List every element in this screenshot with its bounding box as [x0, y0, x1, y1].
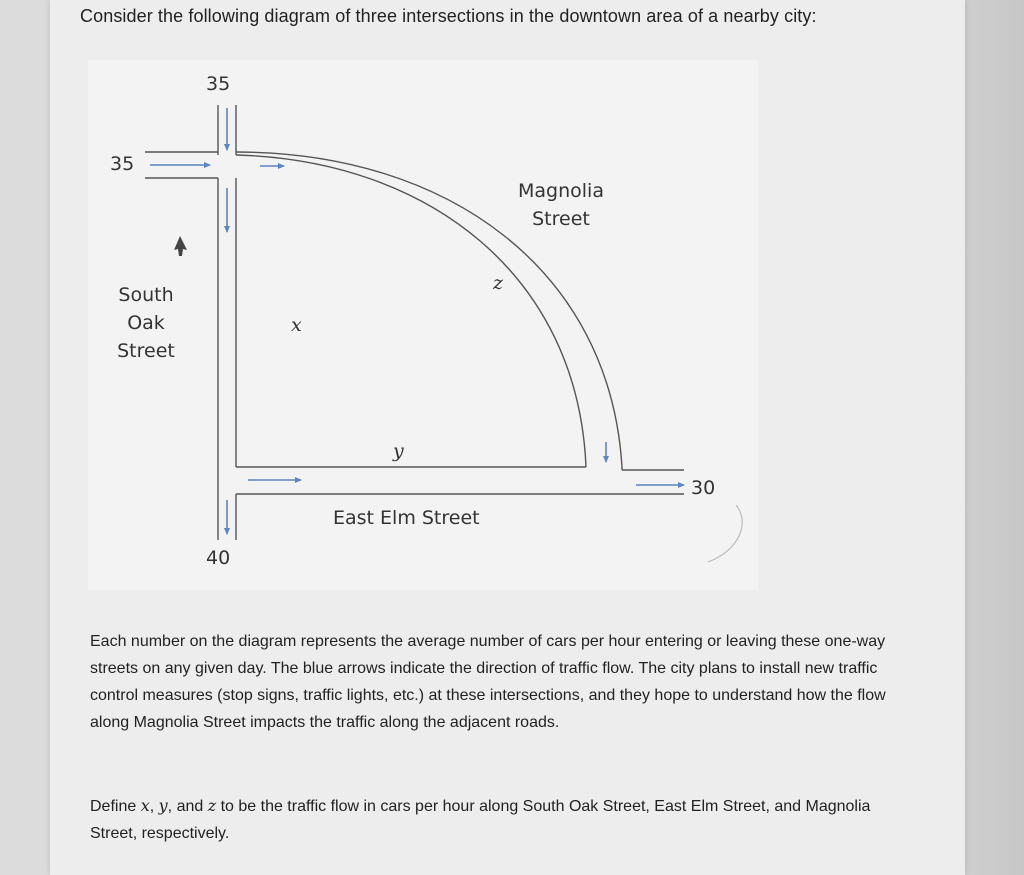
east-elm-street-label: East Elm Street	[333, 507, 480, 529]
mouse-cursor-icon	[174, 236, 187, 256]
east-out-value: 30	[691, 477, 716, 499]
def-z: z	[207, 796, 217, 815]
south-out-value: 40	[206, 547, 231, 569]
decorative-curve	[708, 505, 742, 562]
intro-text: Consider the following diagram of three intersections in the downtown area of a nearby city:	[80, 6, 817, 26]
variable-z: z	[493, 272, 504, 294]
flow-arrows	[150, 108, 684, 534]
south-oak-street-label: South Oak Street	[117, 284, 175, 362]
magnolia-street-label: Magnolia Street	[518, 180, 604, 230]
variable-y: y	[393, 440, 404, 462]
def-x: x	[140, 796, 150, 815]
road-lines	[145, 105, 742, 562]
document-page	[50, 0, 965, 875]
background-edge	[965, 0, 1024, 875]
def-y: y	[158, 796, 168, 815]
traffic-diagram	[88, 60, 758, 590]
west-in-value: 35	[110, 153, 135, 175]
variable-x: x	[291, 314, 302, 336]
north-in-value: 35	[206, 73, 231, 95]
definition-paragraph: Define x, y, and z to be the traffic flow in cars per hour along South Oak Street, East Elm Street, and Magnolia Street, respectively.	[90, 796, 871, 842]
explanation-paragraph: Each number on the diagram represents the average number of cars per hour entering or leaving these one-way streets on any given day. The blue arrows indicate the direction of traffic flow. The city plans to install new traffic control measures (stop signs, traffic lights, etc.) at these intersections, and they hope to understand how the flow along Magnolia Street impacts the traffic along the adjacent roads.	[90, 633, 886, 731]
